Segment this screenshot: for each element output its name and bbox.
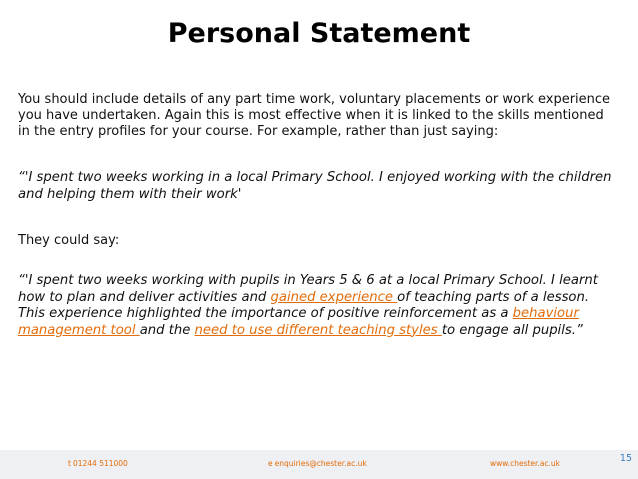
quote-text-4: to engage all pupils.” [441,322,583,338]
footer-phone-label: t [68,459,71,468]
quote-text-3: and the [139,322,195,338]
quote-text-1: “'I spent two weeks working with pupils in Years 5 & 6 at a local Primary School. I learnt how to plan and deliver activities and [18,273,598,305]
highlight-gained-experience: gained experience [270,289,398,305]
footer-website[interactable]: www.chester.ac.uk [490,459,561,468]
footer-email [268,459,367,468]
footer-phone [68,459,128,468]
slide-title: Personal Statement [167,18,471,49]
footer-phone-number: 01244 511000 [72,459,128,468]
page-number: 15 [619,453,632,464]
transition-text: They could say: [18,233,120,248]
intro-paragraph: You should include details of any part time work, voluntary placements or work experience you have undertaken. Again this is most effective when it is linked to the skills mentioned in the entry profiles for your course. For example, rather than just saying: [18,92,611,139]
highlight-behaviour-management: behaviour management tool [18,306,579,338]
footer-email-address[interactable]: enquiries@chester.ac.uk [274,459,367,468]
example-quote-after [18,273,618,339]
example-quote-before: “'I spent two weeks working in a local Primary School. I enjoyed working with the children and helping them with their work' [18,170,612,202]
quote-text-2: of teaching parts of a lesson. This experience highlighted the importance of positive reinforcement as a [18,289,590,321]
slide-content [18,92,618,369]
footer-email-label: e [268,459,273,468]
highlight-teaching-styles: need to use different teaching styles [194,322,442,338]
footer-bar [0,450,638,479]
